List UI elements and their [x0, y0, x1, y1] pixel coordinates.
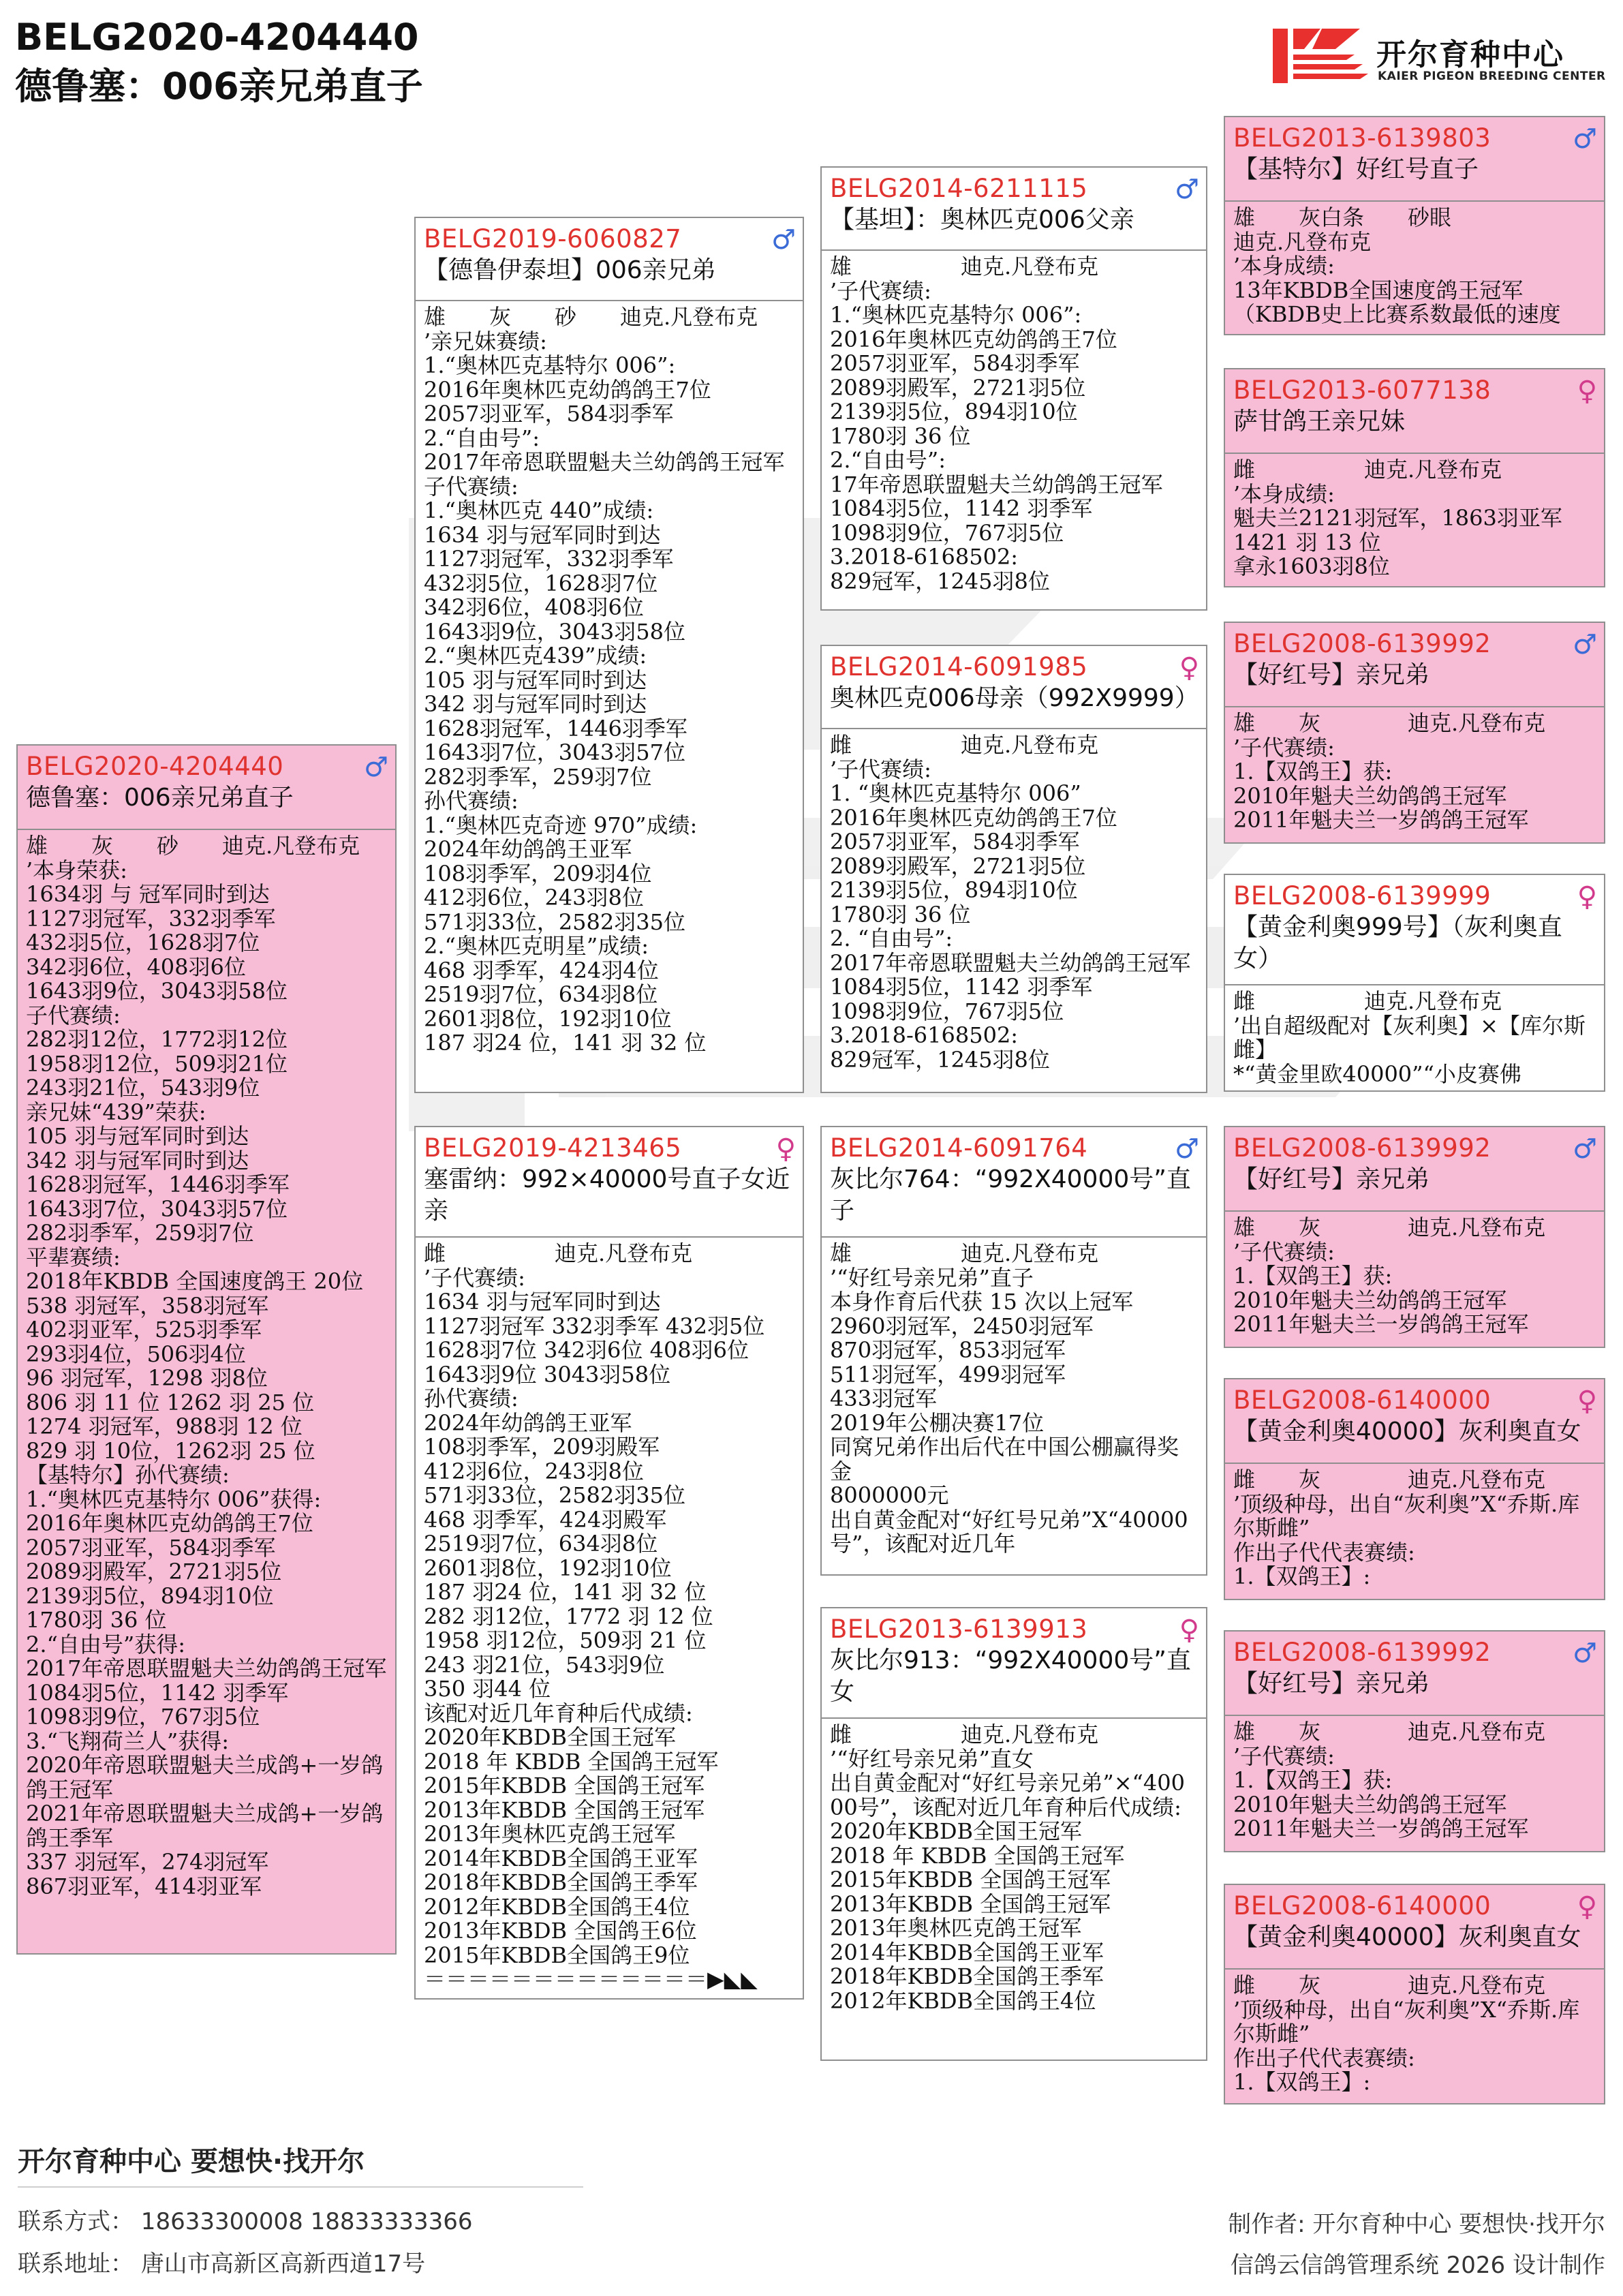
male-icon: ♂ [1175, 174, 1199, 205]
record-line: 2020年KBDB全国王冠军 [424, 1724, 677, 1750]
card-body [822, 251, 1206, 594]
record-line: ’子代赛绩: [830, 756, 931, 782]
pigeon-name: 【基坦】：奥林匹克006父亲 [830, 206, 1134, 234]
record-line: *“黄金里欧40000”“小皮赛佛 [1233, 1060, 1521, 1087]
record-line: 2015年KBDB 全国鸽王冠军 [424, 1773, 705, 1798]
record-line: 1.【双鸽王】: [1233, 1563, 1371, 1589]
record-line: 2.“自由号”: [830, 447, 946, 473]
record-line: 1127羽冠军 332羽季军 432羽5位 [424, 1313, 765, 1339]
card-body [1225, 202, 1604, 327]
record-line: 282羽季军，259羽7位 [424, 763, 652, 790]
record-line: 2010年魁夫兰幼鸽鸽王冠军 [1233, 1791, 1507, 1818]
card-header [1225, 1127, 1604, 1212]
male-icon: ♂ [1573, 629, 1597, 660]
record-line: 2089羽殿军，2721羽5位 [830, 853, 1086, 879]
card-header [822, 646, 1206, 729]
ring-number: BELG2008-6139992 [1233, 629, 1491, 658]
record-line: 2089羽殿军，2721羽5位 [26, 1559, 282, 1585]
record-line: 该配对近几年育种后代成绩: [424, 1700, 693, 1726]
card-body [822, 1238, 1206, 1557]
ring-number: BELG2014-6091764 [830, 1133, 1088, 1163]
record-line: 13年KBDB全国速度鸽王冠军 [1233, 277, 1524, 303]
record-line: 1127羽冠军，332羽季军 [424, 546, 674, 572]
record-line: 337 羽冠军，274羽冠军 [26, 1849, 269, 1875]
pedigree-card-sdd[interactable] [1224, 874, 1605, 1092]
card-body [822, 1719, 1206, 2013]
pigeon-name: 【黄金利奥999号】（灰利奥直女） [1233, 913, 1562, 973]
record-line: 2020年帝恩联盟魁夫兰成鸽+一岁鸽鸽王冠军 [26, 1752, 384, 1803]
record-line: 96 羽冠军，1298 羽8位 [26, 1365, 268, 1391]
pedigree-card-ssd[interactable] [1224, 368, 1605, 587]
pigeon-name: 德鲁塞：006亲兄弟直子 [26, 784, 294, 812]
female-icon: ♀ [1577, 1891, 1597, 1923]
record-line: 1628羽冠军，1446羽季军 [26, 1172, 290, 1197]
record-line: 2016年奥林匹克幼鸽鸽王7位 [830, 326, 1117, 352]
record-line: 1.【双鸽王】: [1233, 2069, 1371, 2095]
record-line: 雌 迪克.凡登布克 [1233, 988, 1502, 1014]
record-line: 雄 灰 迪克.凡登布克 [1233, 710, 1546, 736]
record-line: 2011年魁夫兰一岁鸽鸽王冠军 [1233, 1311, 1529, 1337]
record-line: 出自黄金配对“好红号亲兄弟”×“40000号”，该配对近几年育种后代成绩: [830, 1770, 1185, 1820]
record-line: 1643羽7位，3043羽57位 [424, 739, 685, 765]
card-header [18, 746, 395, 830]
record-line: ＝＝＝＝＝＝＝＝＝＝＝＝＝▶◣◣ [424, 1966, 758, 1992]
card-header [1225, 1632, 1604, 1716]
record-line: 2.“奥林匹克明星”成绩: [424, 933, 649, 959]
ring-number: BELG2008-6139992 [1233, 1133, 1491, 1163]
record-line: 1958羽12位，509羽21位 [26, 1050, 288, 1077]
record-line: 2010年魁夫兰幼鸽鸽王冠军 [1233, 782, 1507, 809]
record-line: 829 羽 10位，1262羽 25 位 [26, 1437, 315, 1464]
male-icon: ♂ [771, 224, 796, 256]
record-line: 2018年KBDB 全国速度鸽王 20位 [26, 1268, 364, 1294]
record-line: 2.“自由号”获得: [26, 1631, 186, 1657]
ring-number: BELG2008-6139992 [1233, 1638, 1491, 1667]
card-body [1225, 1970, 1604, 2095]
pedigree-card-dsd[interactable] [1224, 1378, 1605, 1600]
record-line: 雄 灰 砂 迪克.凡登布克 [424, 304, 758, 330]
record-line: 2960羽冠军，2450羽冠军 [830, 1313, 1094, 1339]
record-line: 1.“奥林匹克基特尔 006”: [830, 302, 1082, 328]
record-line: 2013年KBDB 全国鸽王冠军 [424, 1796, 705, 1823]
pigeon-name: 灰比尔913：“992X40000号”直女 [830, 1647, 1191, 1706]
record-line: 2519羽7位，634羽8位 [424, 981, 658, 1007]
record-line: 2014年KBDB全国鸽王亚军 [830, 1939, 1104, 1965]
pedigree-card-sds[interactable] [1224, 622, 1605, 844]
record-line: ’出自超级配对【灰利奥】×【库尔斯雌】 [1233, 1012, 1586, 1062]
record-line: 雌 迪克.凡登布克 [424, 1240, 693, 1266]
card-header [1225, 623, 1604, 707]
record-line: 432羽5位，1628羽7位 [424, 570, 658, 596]
record-line: 1. “奥林匹克基特尔 006” [830, 780, 1081, 806]
ring-number: BELG2020-4204440 [26, 752, 284, 781]
record-line: 1643羽9位 3043羽58位 [424, 1361, 671, 1388]
ring-number: BELG2008-6140000 [1233, 1891, 1491, 1920]
record-line: 同窝兄弟作出后代在中国公棚赢得奖金 [830, 1434, 1179, 1484]
record-line: ’子代赛绩: [830, 277, 931, 304]
male-icon: ♂ [364, 752, 388, 783]
record-line: 2139羽5位，894羽10位 [26, 1582, 274, 1609]
pigeon-name: 【好红号】亲兄弟 [1233, 1670, 1430, 1698]
female-icon: ♀ [1179, 652, 1199, 684]
record-line: 3.2018-6168502: [830, 544, 1019, 570]
record-line: 1098羽9位，767羽5位 [830, 998, 1064, 1024]
record-line: 2519羽7位，634羽8位 [424, 1531, 658, 1557]
record-line: 魁夫兰2121羽冠军，1863羽亚军 [1233, 505, 1562, 531]
record-line: 2.“奥林匹克439”成绩: [424, 643, 647, 669]
record-line: 作出子代代表赛绩: [1233, 2045, 1415, 2071]
record-line: 孙代赛绩: [424, 1386, 519, 1411]
footer-divider [18, 2186, 583, 2188]
record-line: 雌 灰 迪克.凡登布克 [1233, 1972, 1546, 1998]
record-line: 1.“奥林匹克奇迹 970”成绩: [424, 812, 698, 838]
female-icon: ♀ [775, 1133, 796, 1165]
record-line: 3.2018-6168502: [830, 1022, 1019, 1048]
record-line: 本身作育后代获 15 次以上冠军 [830, 1289, 1134, 1315]
record-line: 2057羽亚军，584羽季军 [830, 829, 1080, 855]
record-line: ’“好红号亲兄弟”直子 [830, 1264, 1034, 1291]
record-line: ’子代赛绩: [1233, 734, 1335, 761]
ring-number: BELG2008-6140000 [1233, 1386, 1491, 1415]
record-line: 243 羽21位，543羽9位 [424, 1651, 665, 1678]
record-line: 1958 羽12位，509羽 21 位 [424, 1627, 707, 1653]
record-line: 2018 年 KBDB 全国鸽王冠军 [830, 1842, 1125, 1869]
ring-number: BELG2013-6139803 [1233, 123, 1491, 153]
ring-number: BELG2008-6139999 [1233, 881, 1491, 910]
record-line: 2013年奥林匹克鸽王冠军 [424, 1821, 676, 1847]
record-line: 2024年幼鸽鸽王亚军 [424, 1409, 632, 1436]
pigeon-name: 【黄金利奥40000】灰利奥直女 [1233, 1923, 1581, 1951]
record-line: 432羽5位，1628羽7位 [26, 930, 260, 955]
ring-number: BELG2019-4213465 [424, 1133, 682, 1163]
record-line: ’子代赛绩: [424, 1264, 525, 1291]
record-line: 2601羽8位，192羽10位 [424, 1005, 672, 1032]
card-header [1225, 369, 1604, 454]
card-header [416, 218, 803, 301]
logo-chinese-name: 开尔育种中心 [1376, 37, 1564, 72]
record-line: 1084羽5位，1142 羽季军 [830, 495, 1093, 521]
male-icon: ♂ [1573, 1133, 1597, 1165]
record-line: 870羽冠军，853羽冠军 [830, 1337, 1066, 1363]
record-line: 1634 羽与冠军同时到达 [424, 521, 661, 548]
record-line: 1628羽7位 342羽6位 408羽6位 [424, 1337, 749, 1363]
record-line: 105 羽与冠军同时到达 [424, 667, 647, 693]
pigeon-name: 【基特尔】好红号直子 [1233, 155, 1479, 183]
record-line: 2011年魁夫兰一岁鸽鸽王冠军 [1233, 807, 1529, 833]
record-line: 2012年KBDB全国鸽王4位 [424, 1893, 690, 1920]
record-line: 雄 灰 迪克.凡登布克 [1233, 1719, 1546, 1745]
record-line: 2016年奥林匹克幼鸽鸽王7位 [26, 1510, 313, 1536]
record-line: 243羽21位，543羽9位 [26, 1075, 260, 1101]
record-line: 亲兄妹“439”荣获: [26, 1099, 206, 1125]
record-line: ’“好红号亲兄弟”直女 [830, 1745, 1034, 1772]
card-body [1225, 1212, 1604, 1337]
record-line: 350 羽44 位 [424, 1676, 551, 1702]
pigeon-name: 奥林匹克006母亲（992X9999） [830, 684, 1199, 712]
record-line: ’顶级种母，出自“灰利奥”X“乔斯.库尔斯雌” [1233, 1996, 1580, 2047]
record-line: 342羽6位，408羽6位 [26, 953, 246, 980]
pedigree-card-sire-dam[interactable] [820, 645, 1207, 1093]
record-line: 293羽4位，506羽4位 [26, 1341, 246, 1367]
pedigree-card-subject[interactable] [16, 744, 397, 1955]
record-line: 2018年KBDB全国鸽王季军 [424, 1869, 698, 1895]
page-ring-number: BELG2020-4204440 [15, 16, 419, 59]
record-line: 孙代赛绩: [424, 788, 519, 814]
record-line: 2139羽5位，894羽10位 [830, 399, 1078, 425]
record-line: 2013年KBDB 全国鸽王6位 [424, 1918, 697, 1944]
record-line: ’本身成绩: [1233, 480, 1335, 507]
card-body [416, 1238, 803, 1992]
record-line: 子代赛绩: [26, 1002, 121, 1028]
card-header [416, 1127, 803, 1238]
record-line: 2089羽殿军，2721羽5位 [830, 374, 1086, 401]
record-line: 1.【双鸽王】获: [1233, 1263, 1393, 1289]
female-icon: ♀ [1577, 881, 1597, 913]
ring-number: BELG2013-6139913 [830, 1614, 1088, 1644]
record-line: 2057羽亚军，584羽季军 [26, 1534, 276, 1561]
record-line: 雌 灰 迪克.凡登布克 [1233, 1467, 1546, 1493]
female-icon: ♀ [1577, 376, 1597, 407]
record-line: 2017年帝恩联盟魁夫兰幼鸽鸽王冠军 [424, 449, 785, 475]
record-line: 1127羽冠军，332羽季军 [26, 905, 276, 932]
ring-number: BELG2014-6211115 [830, 174, 1088, 203]
card-body [1225, 985, 1604, 1086]
record-line: 1634 羽与冠军同时到达 [424, 1289, 661, 1315]
record-line: 187 羽24 位，141 羽 32 位 [424, 1579, 707, 1605]
kaier-logo [1273, 25, 1607, 93]
pigeon-name: 灰比尔764：“992X40000号”直子 [830, 1165, 1191, 1225]
page-title: 德鲁塞：006亲兄弟直子 [15, 65, 423, 108]
record-line: 282 羽12位，1772 羽 12 位 [424, 1603, 713, 1629]
record-line: 2021年帝恩联盟魁夫兰成鸽+一岁鸽鸽王季军 [26, 1801, 384, 1851]
pedigree-card-dam[interactable] [414, 1126, 804, 2000]
record-line: 2016年奥林匹克幼鸽鸽王7位 [424, 376, 711, 403]
male-icon: ♂ [1175, 1133, 1199, 1165]
pigeon-name: 萨甘鸽王亲兄妹 [1233, 408, 1406, 435]
record-line: 1643羽9位，3043羽58位 [424, 618, 685, 645]
record-line: 17年帝恩联盟魁夫兰幼鸽鸽王冠军 [830, 471, 1163, 498]
record-line: （KBDB史上比赛系数最低的速度 [1233, 301, 1561, 327]
record-line: 571羽33位，2582羽35位 [424, 908, 685, 935]
card-body [1225, 1464, 1604, 1589]
record-line: 1643羽9位，3043羽58位 [26, 978, 288, 1004]
footer-contact: 联系方式： 18633300008 18833333366 [18, 2208, 473, 2235]
record-line: 468 羽季军，424羽4位 [424, 957, 659, 983]
ring-number: BELG2013-6077138 [1233, 376, 1491, 405]
record-line: ’本身荣获: [26, 857, 127, 883]
record-line: 雄 灰 砂 迪克.凡登布克 [26, 833, 360, 859]
record-line: 子代赛绩: [424, 473, 519, 500]
pigeon-name: 【德鲁伊泰坦】006亲兄弟 [424, 256, 716, 284]
record-line: 拿永1603羽8位 [1233, 553, 1390, 579]
record-line: ’子代赛绩: [1233, 1743, 1335, 1769]
record-line: 1.【双鸽王】获: [1233, 759, 1393, 784]
record-line: 1.【双鸽王】获: [1233, 1767, 1393, 1793]
kaier-logo-mark-icon [1273, 25, 1368, 87]
record-line: 105 羽与冠军同时到达 [26, 1123, 249, 1149]
card-header [1225, 1379, 1604, 1464]
record-line: ’亲兄妹赛绩: [424, 328, 547, 354]
female-icon: ♀ [1179, 1614, 1199, 1646]
record-line: 8000000元 [830, 1482, 949, 1508]
record-line: 2013年KBDB 全国鸽王冠军 [830, 1891, 1111, 1917]
card-header [822, 1608, 1206, 1719]
record-line: 平辈赛绩: [26, 1244, 121, 1270]
pedigree-card-sire-sire[interactable] [820, 166, 1207, 611]
record-line: 282羽12位，1772羽12位 [26, 1026, 288, 1052]
card-body [416, 301, 803, 1056]
pedigree-card-dam-sire[interactable] [820, 1126, 1207, 1576]
record-line: 出自黄金配对“好红号兄弟”X“40000号”，该配对近几年 [830, 1506, 1188, 1557]
record-line: 2601羽8位，192羽10位 [424, 1555, 672, 1581]
record-line: 雄 迪克.凡登布克 [830, 254, 1099, 279]
pedigree-card-dss[interactable] [1224, 1126, 1605, 1348]
record-line: 468 羽季军，424羽殿军 [424, 1506, 667, 1533]
record-line: 1098羽9位，767羽5位 [26, 1704, 260, 1730]
record-line: 2057羽亚军，584羽季军 [830, 350, 1080, 376]
record-line: 迪克.凡登布克 [1233, 228, 1372, 255]
pedigree-card-sss[interactable] [1224, 116, 1605, 335]
record-line: 108羽季军，209羽殿军 [424, 1434, 660, 1460]
record-line: 108羽季军，209羽4位 [424, 860, 652, 887]
record-line: 雄 灰 迪克.凡登布克 [1233, 1214, 1546, 1240]
record-line: ’子代赛绩: [1233, 1238, 1335, 1265]
record-line: 829冠军，1245羽8位 [830, 568, 1050, 594]
record-line: 2016年奥林匹克幼鸽鸽王7位 [830, 804, 1117, 831]
record-line: 511羽冠军，499羽冠军 [830, 1361, 1066, 1388]
record-line: 2012年KBDB全国鸽王4位 [830, 1987, 1096, 2014]
footer-system: 信鸽云信鸽管理系统 2026 设计制作 [1230, 2252, 1605, 2279]
record-line: 433羽冠军 [830, 1386, 938, 1411]
record-line: 2014年KBDB全国鸽王亚军 [424, 1845, 698, 1871]
record-line: 2017年帝恩联盟魁夫兰幼鸽鸽王冠军 [830, 949, 1191, 976]
record-line: 1274 羽冠军，988羽 12 位 [26, 1413, 303, 1439]
ring-number: BELG2014-6091985 [830, 652, 1088, 682]
record-line: ’顶级种母，出自“灰利奥”X“乔斯.库尔斯雌” [1233, 1490, 1580, 1541]
record-line: 187 羽24 位，141 羽 32 位 [424, 1030, 707, 1056]
pigeon-name: 【黄金利奥40000】灰利奥直女 [1233, 1418, 1581, 1445]
record-line: 2019年公棚决赛17位 [830, 1409, 1045, 1436]
record-line: 1780羽 36 位 [830, 901, 971, 928]
record-line: 1084羽5位，1142 羽季军 [26, 1679, 289, 1706]
record-line: 2.“自由号”: [424, 425, 540, 451]
record-line: 2020年KBDB全国王冠军 [830, 1818, 1083, 1844]
record-line: 867羽亚军，414羽亚军 [26, 1873, 262, 1899]
record-line: 1780羽 36 位 [26, 1607, 167, 1633]
card-header [1225, 1885, 1604, 1970]
record-line: 1634羽 与 冠军同时到达 [26, 881, 270, 907]
record-line: 1084羽5位，1142 羽季军 [830, 974, 1093, 1000]
pedigree-card-dds[interactable] [1224, 1630, 1605, 1852]
record-line: 2057羽亚军，584羽季军 [424, 401, 674, 427]
ring-number: BELG2019-6060827 [424, 224, 682, 254]
card-body [1225, 1716, 1604, 1841]
card-body [1225, 707, 1604, 833]
record-line: 雄 迪克.凡登布克 [830, 1240, 1099, 1266]
record-line: 538 羽冠军，358羽冠军 [26, 1292, 269, 1319]
record-line: 雌 迪克.凡登布克 [1233, 457, 1502, 483]
record-line: 829冠军，1245羽8位 [830, 1046, 1050, 1073]
record-line: 806 羽 11 位 1262 羽 25 位 [26, 1389, 315, 1415]
male-icon: ♂ [1573, 1638, 1597, 1669]
record-line: 雌 迪克.凡登布克 [830, 732, 1099, 758]
record-line: 342 羽与冠军同时到达 [424, 691, 647, 717]
record-line: 2017年帝恩联盟魁夫兰幼鸽鸽王冠军 [26, 1655, 387, 1681]
record-line: 1098羽9位，767羽5位 [830, 519, 1064, 546]
footer-slogan: 开尔育种中心 要想快·找开尔 [18, 2146, 365, 2177]
card-header [1225, 117, 1604, 202]
record-line: 571羽33位，2582羽35位 [424, 1482, 685, 1508]
record-line: 雌 迪克.凡登布克 [830, 1721, 1099, 1747]
record-line: 342 羽与冠军同时到达 [26, 1147, 249, 1174]
pedigree-card-ddd[interactable] [1224, 1884, 1605, 2104]
footer-credit: 制作者: 开尔育种中心 要想快·找开尔 [1228, 2211, 1605, 2238]
record-line: 1.“奥林匹克基特尔 006”: [424, 352, 676, 378]
record-line: 2015年KBDB全国鸽王9位 [424, 1942, 690, 1968]
male-icon: ♂ [1573, 123, 1597, 155]
record-line: 2013年奥林匹克鸽王冠军 [830, 1915, 1082, 1941]
pigeon-name: 【好红号】亲兄弟 [1233, 1165, 1430, 1193]
record-line: 1643羽7位，3043羽57位 [26, 1195, 288, 1222]
record-line: 412羽6位，243羽8位 [424, 1458, 644, 1484]
record-line: 2024年幼鸽鸽王亚军 [424, 836, 632, 862]
record-line: 2139羽5位，894羽10位 [830, 877, 1078, 903]
card-body [822, 729, 1206, 1072]
record-line: 1780羽 36 位 [830, 423, 971, 449]
record-line: 雄 灰白条 砂眼 [1233, 204, 1452, 230]
pedigree-card-dam-dam[interactable] [820, 1607, 1207, 2061]
record-line: 402羽亚军，525羽季军 [26, 1317, 262, 1343]
record-line: 1.“奥林匹克基特尔 006”获得: [26, 1486, 322, 1512]
record-line: 282羽季军，259羽7位 [26, 1220, 254, 1246]
record-line: 1.“奥林匹克 440”成绩: [424, 498, 654, 523]
card-header [1225, 875, 1604, 985]
record-line: 412羽6位，243羽8位 [424, 885, 644, 910]
card-header [822, 168, 1206, 251]
record-line: ’本身成绩: [1233, 253, 1335, 279]
record-line: 1628羽冠军，1446羽季军 [424, 715, 687, 741]
record-line: 【基特尔】孙代赛绩: [26, 1462, 230, 1488]
pedigree-card-sire[interactable] [414, 217, 804, 1093]
pigeon-name: 塞雷纳：992×40000号直子女近亲 [424, 1165, 790, 1225]
pigeon-name: 【好红号】亲兄弟 [1233, 661, 1430, 689]
record-line: 2015年KBDB 全国鸽王冠军 [830, 1867, 1111, 1893]
female-icon: ♀ [1577, 1386, 1597, 1417]
record-line: 2. “自由号”: [830, 925, 953, 951]
card-body [18, 830, 395, 1899]
record-line: 342羽6位，408羽6位 [424, 594, 644, 620]
record-line: 1421 羽 13 位 [1233, 529, 1381, 555]
card-body [1225, 454, 1604, 579]
card-header [822, 1127, 1206, 1238]
logo-english-name: KAIER PIGEON BREEDING CENTER [1378, 70, 1606, 83]
record-line: 2010年魁夫兰幼鸽鸽王冠军 [1233, 1287, 1507, 1313]
record-line: 3.“飞翔荷兰人”获得: [26, 1728, 230, 1754]
footer-address: 联系地址： 唐山市高新区高新西道17号 [18, 2250, 426, 2278]
record-line: 2011年魁夫兰一岁鸽鸽王冠军 [1233, 1816, 1529, 1841]
record-line: 作出子代代表赛绩: [1233, 1539, 1415, 1565]
record-line: 2018年KBDB全国鸽王季军 [830, 1963, 1104, 1989]
record-line: 2018 年 KBDB 全国鸽王冠军 [424, 1748, 719, 1775]
